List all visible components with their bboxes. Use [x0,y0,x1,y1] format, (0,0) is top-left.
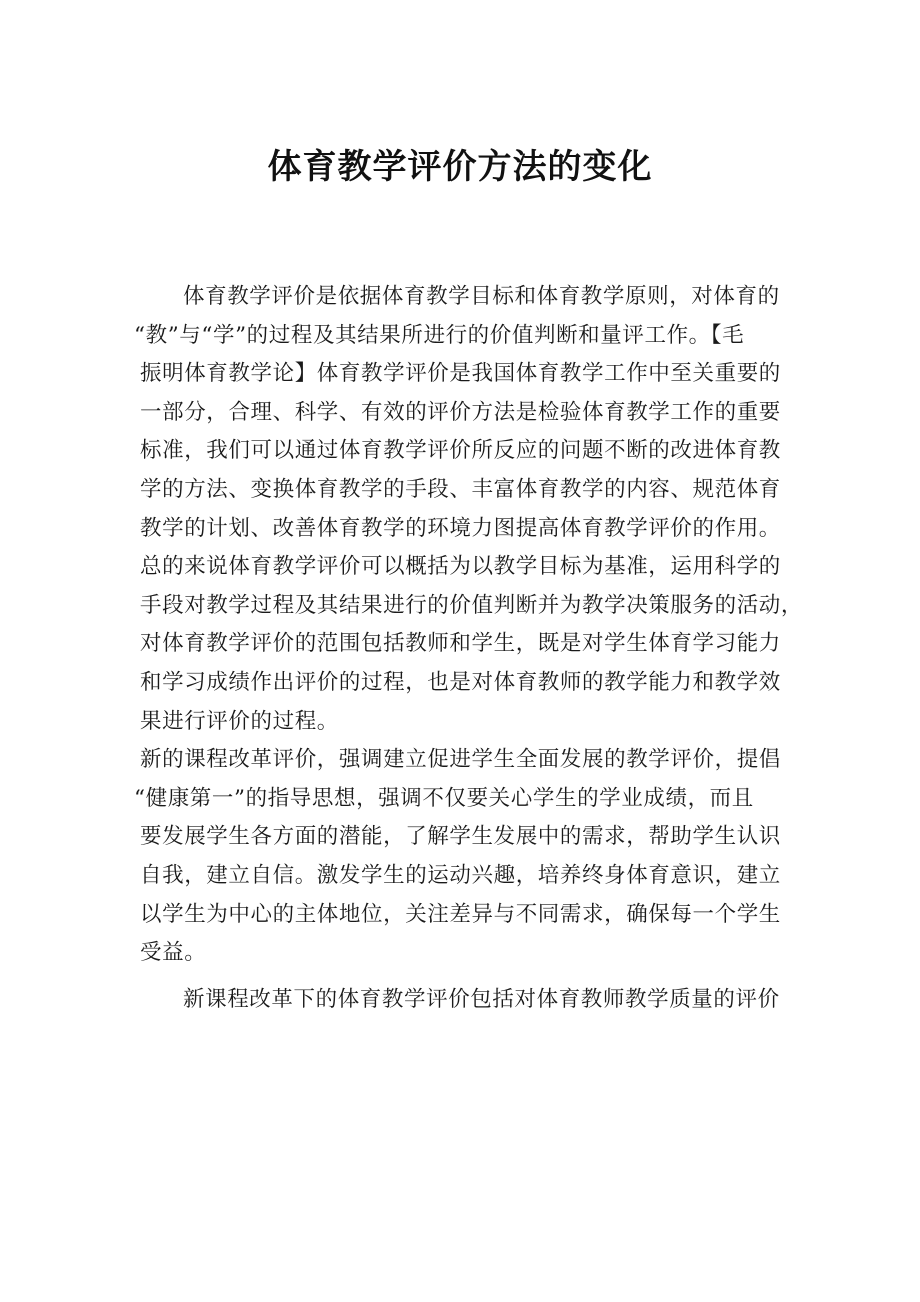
paragraph-line: 自我，建立自信。激发学生的运动兴趣，培养终身体育意识，建立 [140,862,781,888]
paragraph-line: 振明体育教学论】体育教学评价是我国体育教学工作中至关重要的 [140,361,781,387]
paragraph-line: 一部分，合理、科学、有效的评价方法是检验体育教学工作的重要 [140,399,781,425]
paragraph-line: 对体育教学评价的范围包括教师和学生，既是对学生体育学习能力 [140,631,781,657]
paragraph-curriculum-reform [134,741,800,973]
paragraph-line: 新的课程改革评价，强调建立促进学生全面发展的教学评价，提倡 [140,747,781,773]
paragraph-line: 学的方法、变换体育教学的手段、丰富体育教学的内容、规范体育 [140,476,781,502]
paragraph-line: 总的来说体育教学评价可以概括为以教学目标为基准，运用科学的 [140,554,781,580]
paragraph-line: 标准，我们可以通过体育教学评价所反应的问题不断的改进体育教 [140,438,781,464]
paragraph-summary [140,548,804,741]
paragraph-line: 体育教学评价是依据体育教学目标和体育教学原则，对体育的 [183,284,780,309]
paragraph-line: 以学生为中心的主体地位，关注差异与不同需求，确保每一个学生 [140,901,781,927]
paragraph-line: 和学习成绩作出评价的过程，也是对体育教师的教学能力和教学效 [140,669,781,695]
paragraph-line: 受益。 [140,940,207,966]
document-title: 体育教学评价方法的变化 [267,147,653,187]
paragraph-line: 手段对教学过程及其结果进行的价值判断并为教学决策服务的活动， [140,592,804,618]
paragraph-evaluation-scope [140,981,800,1020]
paragraph-line: 要发展学生各方面的潜能，了解学生发展中的需求，帮助学生认识 [140,824,781,850]
paragraph-line: “健康第一”的指导思想，强调不仅要关心学生的学业成绩，而且 [134,785,754,811]
paragraph-line: “教”与“学”的过程及其结果所进行的价值判断和量评工作。【毛 [134,322,745,348]
paragraph-line: 新课程改革下的体育教学评价包括对体育教师教学质量的评价 [183,986,780,1012]
document-body [134,278,804,1019]
paragraph-line: 果进行评价的过程。 [140,708,339,734]
paragraph-definition [134,278,800,548]
paragraph-line: 教学的计划、改善体育教学的环境力图提高体育教学评价的作用。 [140,515,781,541]
